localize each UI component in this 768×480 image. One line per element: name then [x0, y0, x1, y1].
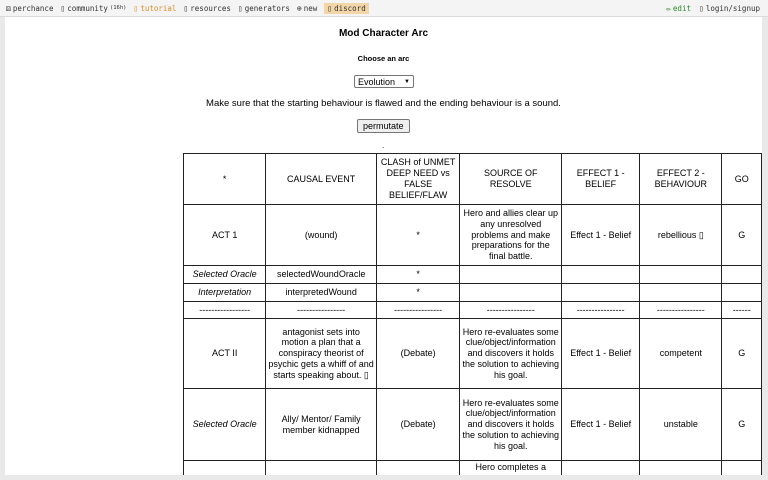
nav-discord[interactable] — [324, 3, 368, 14]
header-causal-event: CAUSAL EVENT — [266, 154, 377, 205]
dice-icon: ⚄ — [6, 3, 11, 13]
table-cell — [562, 266, 640, 284]
table-cell — [640, 266, 722, 284]
table-cell: Effect 1 - Belief — [562, 205, 640, 266]
instruction-text: Make sure that the starting behaviour is flawed and the ending behaviour is a sound. — [206, 98, 561, 109]
table-cell: ------ — [722, 302, 762, 319]
nav-community-label: community — [67, 3, 108, 13]
table-cell: Selected Oracle — [184, 389, 266, 461]
chevron-down-icon: ▼ — [404, 78, 410, 85]
nav-resources-label: resources — [190, 3, 231, 13]
nav-resources[interactable] — [183, 4, 230, 13]
nav-left — [6, 0, 369, 16]
folder-icon: ▯ — [183, 3, 189, 13]
nav-tutorial-label: tutorial — [140, 3, 177, 13]
table-cell: interpretedWound — [266, 284, 377, 302]
table-cell: Ally/ Mentor/ Family member kidnapped — [266, 389, 377, 461]
nav-right — [666, 0, 760, 16]
book-icon: ▯ — [133, 3, 139, 13]
table-cell: Effect 1 - Belief — [562, 319, 640, 389]
table-cell — [266, 461, 377, 476]
table-cell: (Debate) — [376, 319, 459, 389]
table-row — [184, 302, 762, 319]
pencil-icon: ✏ — [666, 3, 671, 13]
table-cell: G — [722, 205, 762, 266]
nav-generators[interactable] — [238, 4, 290, 13]
table-cell — [722, 266, 762, 284]
table-cell: G — [722, 319, 762, 389]
table-cell: Effect 1 - Belief — [562, 389, 640, 461]
people-icon: ▯ — [60, 3, 66, 13]
arc-select-wrap — [354, 75, 414, 88]
nav-login[interactable] — [699, 4, 760, 13]
table-cell — [640, 284, 722, 302]
nav-generators-label: generators — [244, 3, 290, 13]
table-cell: Hero re-evaluates some clue/object/information and discovers it holds the solution to achieving his goal. — [460, 319, 562, 389]
table-cell — [722, 284, 762, 302]
table-cell: ---------------- — [562, 302, 640, 319]
table-cell — [640, 461, 722, 476]
table-cell: (Debate) — [376, 389, 459, 461]
nav-community-count: (16h) — [109, 5, 127, 11]
table-cell: competent — [640, 319, 722, 389]
table-cell — [460, 284, 562, 302]
table-cell: unstable — [640, 389, 722, 461]
header-star: * — [184, 154, 266, 205]
user-icon: ▯ — [698, 3, 704, 13]
header-effect-behaviour: EFFECT 2 - BEHAVIOUR — [640, 154, 722, 205]
table-row — [184, 266, 762, 284]
header-effect-belief: EFFECT 1 - BELIEF — [562, 154, 640, 205]
header-goal: GO — [722, 154, 762, 205]
nav-perchance-label: perchance — [12, 3, 54, 13]
table-row — [184, 284, 762, 302]
table-cell: antagonist sets into motion a plan that a conspiracy theorist of psychic gets a whiff of and starts speaking about. ▯ — [266, 319, 377, 389]
nav-new[interactable] — [297, 4, 317, 13]
table-row — [184, 319, 762, 389]
table-cell: G — [722, 389, 762, 461]
top-nav-bar — [0, 0, 768, 17]
table-cell: Hero completes a — [460, 461, 562, 476]
table-cell: ---------------- — [460, 302, 562, 319]
nav-edit-label: edit — [672, 3, 691, 13]
arc-select[interactable] — [354, 75, 414, 88]
nav-login-label: login/signup — [705, 3, 760, 13]
arc-table — [183, 153, 762, 475]
nav-new-label: new — [303, 3, 318, 13]
table-cell: ---------------- — [376, 302, 459, 319]
table-cell: Selected Oracle — [184, 266, 266, 284]
table-cell: (wound) — [266, 205, 377, 266]
nav-community[interactable] — [60, 4, 126, 13]
table-cell — [562, 461, 640, 476]
table-header-row — [184, 154, 762, 205]
nav-edit[interactable] — [666, 4, 691, 13]
nav-tutorial[interactable] — [134, 4, 177, 13]
table-cell — [562, 284, 640, 302]
table-cell — [376, 461, 459, 476]
nav-discord-label: discord — [334, 3, 366, 13]
table-cell — [184, 461, 266, 476]
arc-select-value: Evolution — [358, 76, 396, 87]
choose-arc-label: Choose an arc — [357, 54, 410, 63]
permute-wrap — [357, 119, 410, 133]
table-cell: rebellious ▯ — [640, 205, 722, 266]
plus-icon: ⊕ — [296, 3, 302, 13]
nav-perchance[interactable] — [6, 4, 53, 13]
table-cell: ACT 1 — [184, 205, 266, 266]
page-content — [5, 17, 762, 475]
header-clash: CLASH of UNMET DEEP NEED vs FALSE BELIEF/FLAW — [376, 154, 459, 205]
table-cell: Hero re-evaluates some clue/object/information and discovers it holds the solution to achieving his goal. — [460, 389, 562, 461]
table-cell: * — [376, 266, 459, 284]
table-cell — [460, 266, 562, 284]
table-row — [184, 389, 762, 461]
table-cell: selectedWoundOracle — [266, 266, 377, 284]
page-title: Mod Character Arc — [338, 28, 429, 39]
permutate-button[interactable]: permutate — [357, 119, 410, 133]
table-cell: * — [376, 284, 459, 302]
table-cell: ---------------- — [640, 302, 722, 319]
chat-icon: ▯ — [327, 3, 333, 13]
gear-icon: ▯ — [237, 3, 243, 13]
table-cell: ACT II — [184, 319, 266, 389]
table-cell: Hero and allies clear up any unresolved problems and make preparations for the final battle. — [460, 205, 562, 266]
table-cell: * — [376, 205, 459, 266]
table-cell: ----------------- — [184, 302, 266, 319]
dot-marker: . — [382, 141, 385, 150]
table-cell: ---------------- — [266, 302, 377, 319]
table-row — [184, 205, 762, 266]
table-cell: Interpretation — [184, 284, 266, 302]
table-cell — [722, 461, 762, 476]
header-source-of-resolve: SOURCE OF RESOLVE — [460, 154, 562, 205]
table-row — [184, 461, 762, 476]
